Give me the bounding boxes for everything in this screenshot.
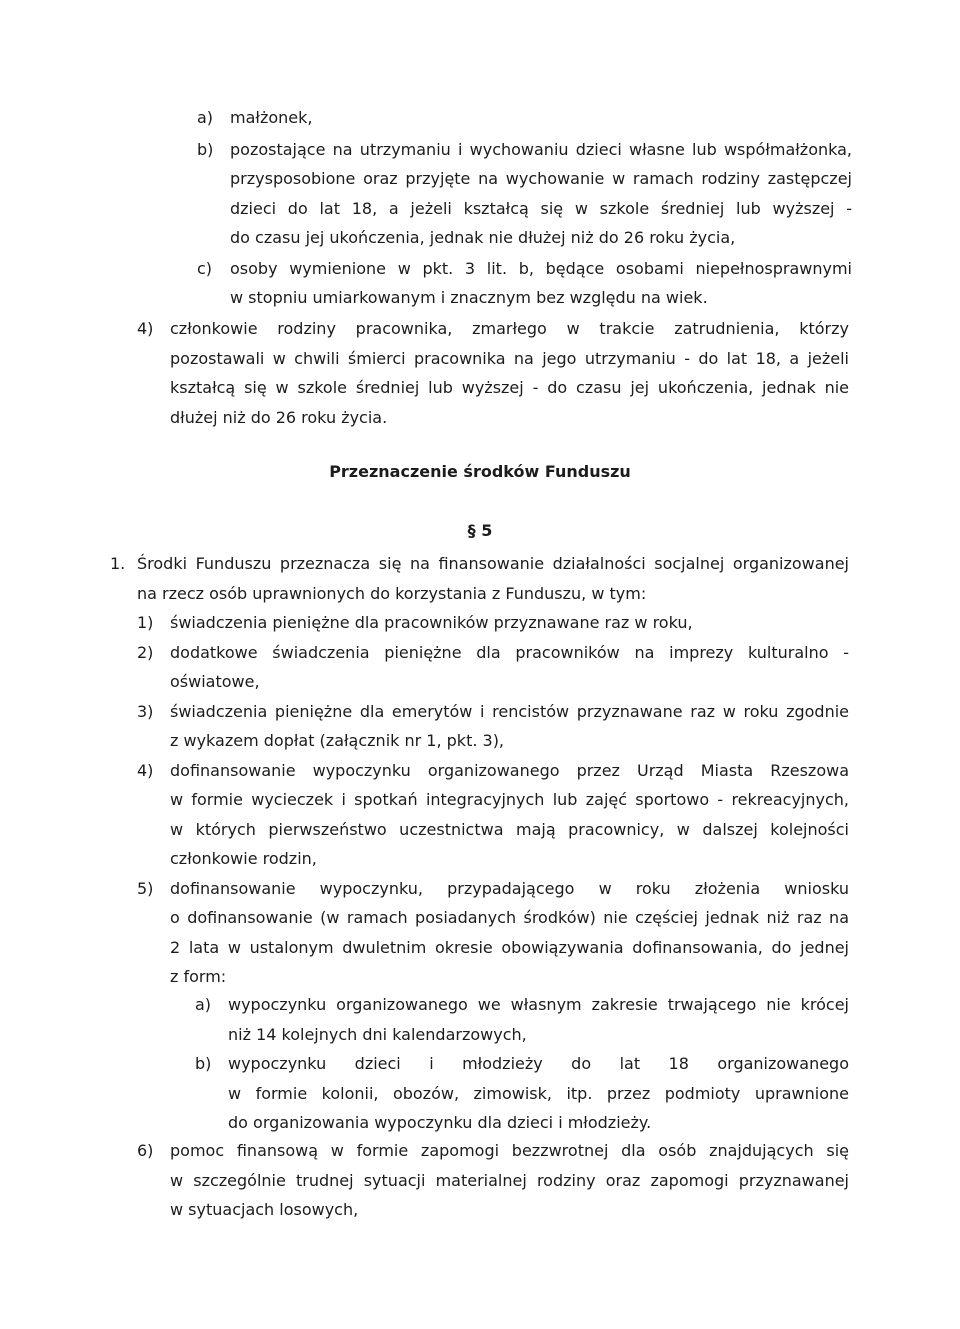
list-item-text <box>170 697 849 756</box>
list-item-text <box>170 314 849 344</box>
list-item <box>137 756 849 874</box>
text-line: kształcą się w szkole średniej lub wyższej - do czasu jej ukończenia, jednak nie <box>170 378 849 397</box>
text-line: małżonek, <box>230 108 313 127</box>
text-line: w szczególnie trudnej sytuacji materialnej rodziny oraz zapomogi przyznawanej <box>170 1170 849 1190</box>
paragraph-text <box>137 549 849 608</box>
list-item <box>137 697 849 756</box>
text-line: pozostające na utrzymaniu i wychowaniu dzieci własne lub współmałżonka, <box>230 139 852 159</box>
text-line: Środki Funduszu przeznacza się na finansowanie działalności socjalnej organizowanej <box>137 554 849 573</box>
list-item <box>137 608 849 638</box>
list-item-text <box>230 103 852 133</box>
text-line: dofinansowanie wypoczynku, przypadającego w roku złożenia wniosku <box>170 878 849 898</box>
list-item-label: 3) <box>137 701 154 721</box>
list-item-text <box>228 990 849 1049</box>
text-line: w formie wycieczek i spotkań integracyjnych lub zajęć sportowo - rekreacyjnych, <box>170 790 849 809</box>
text-line: w stopniu umiarkowanym i znacznym bez względu na wiek. <box>230 288 708 307</box>
text-line: przysposobione oraz przyjęte na wychowanie w ramach rodziny zastępczej <box>230 169 852 188</box>
list-item <box>197 254 852 313</box>
list-item-label: a) <box>195 995 212 1014</box>
text-line: niż 14 kolejnych dni kalendarzowych, <box>228 1024 527 1044</box>
text-line: w których pierwszeństwo uczestnictwa mają pracownicy, w dalszej kolejności <box>170 819 849 839</box>
text-line: do organizowania wypoczynku dla dzieci i młodzieży. <box>228 1113 652 1132</box>
text-line: świadczenia pieniężne dla emerytów i rencistów przyznawane raz w roku zgodnie <box>170 701 849 721</box>
text-line: pomoc finansową w formie zapomogi bezzwrotnej dla osób znajdujących się <box>170 1141 849 1160</box>
paragraph <box>110 549 849 608</box>
text-line: z form: <box>170 967 227 986</box>
paragraph-1 <box>110 549 849 608</box>
list-item <box>195 990 849 1049</box>
assistance-item <box>137 1136 849 1225</box>
list-item-label: 1) <box>137 613 154 632</box>
text-line: osoby wymienione w pkt. 3 lit. b, będące osobami niepełnosprawnymi <box>230 258 852 278</box>
text-line: w sytuacjach losowych, <box>170 1200 359 1219</box>
list-item-label: 6) <box>137 1141 154 1160</box>
section-number: § 5 <box>467 521 493 540</box>
paragraph-label: 1. <box>110 554 126 573</box>
text-line: do czasu jej ukończenia, jednak nie dłużej niż do 26 roku życia, <box>230 228 736 247</box>
list-item-text <box>230 135 852 253</box>
list-item-text <box>228 1049 849 1138</box>
text-line: dodatkowe świadczenia pieniężne dla pracowników na imprezy kulturalno - <box>170 642 849 662</box>
text-line: wypoczynku dzieci i młodzieży do lat 18 organizowanego <box>228 1054 849 1073</box>
list-item-label: 4) <box>137 319 154 338</box>
list-item-label: b) <box>195 1054 212 1073</box>
form-sublist <box>195 990 849 1138</box>
list-item-label: 2) <box>137 642 154 662</box>
list-item-text <box>170 1136 849 1225</box>
list-item-label: 5) <box>137 878 154 898</box>
list-item-label: c) <box>197 258 213 278</box>
text-line: dofinansowanie wypoczynku organizowanego przez Urząd Miasta Rzeszowa <box>170 760 849 780</box>
list-item-text <box>230 254 852 313</box>
list-item <box>137 314 849 432</box>
list-item-text <box>170 608 849 638</box>
text-line: na rzecz osób uprawnionych do korzystania z Funduszu, w tym: <box>137 583 647 603</box>
list-item <box>197 103 852 133</box>
text-line: oświatowe, <box>170 672 260 691</box>
text-line: z wykazem dopłat (załącznik nr 1, pkt. 3), <box>170 731 505 750</box>
text-line: 2 lata w ustalonym dwuletnim okresie obowiązywania dofinansowania, do jednej <box>170 937 849 957</box>
list-item-label: b) <box>197 139 214 159</box>
benefits-list <box>137 608 849 992</box>
family-members-item <box>137 314 849 432</box>
text-line: wypoczynku organizowanego we własnym zakresie trwającego nie krócej <box>228 995 849 1014</box>
text-line: członkowie rodziny pracownika, zmarłego w trakcie zatrudnienia, którzy <box>170 319 849 338</box>
text-line: świadczenia pieniężne dla pracowników przyznawane raz w roku, <box>170 613 693 632</box>
text-line: w formie kolonii, obozów, zimowisk, itp. przez podmioty uprawnione <box>228 1083 849 1103</box>
list-item-label: a) <box>197 108 214 127</box>
list-item <box>197 135 852 253</box>
list-item-text <box>170 756 849 874</box>
section-heading: Przeznaczenie środków Funduszu <box>329 462 631 481</box>
text-line: dłużej niż do 26 roku życia. <box>170 407 388 427</box>
list-item <box>137 638 849 697</box>
list-item-label: 4) <box>137 760 154 780</box>
list-item-continuation <box>137 344 849 433</box>
text-line: dzieci do lat 18, a jeżeli kształcą się w szkole średniej lub wyższej - <box>230 198 852 218</box>
list-item-text <box>170 638 849 697</box>
eligible-persons-list <box>197 103 852 313</box>
text-line: o dofinansowanie (w ramach posiadanych środków) nie częściej jednak niż raz na <box>170 908 849 927</box>
list-item <box>137 1136 849 1225</box>
list-item <box>195 1049 849 1138</box>
list-item <box>137 874 849 992</box>
list-item-text <box>170 874 849 992</box>
text-line: pozostawali w chwili śmierci pracownika na jego utrzymaniu - do lat 18, a jeżeli <box>170 348 849 368</box>
text-line: członkowie rodzin, <box>170 849 317 868</box>
